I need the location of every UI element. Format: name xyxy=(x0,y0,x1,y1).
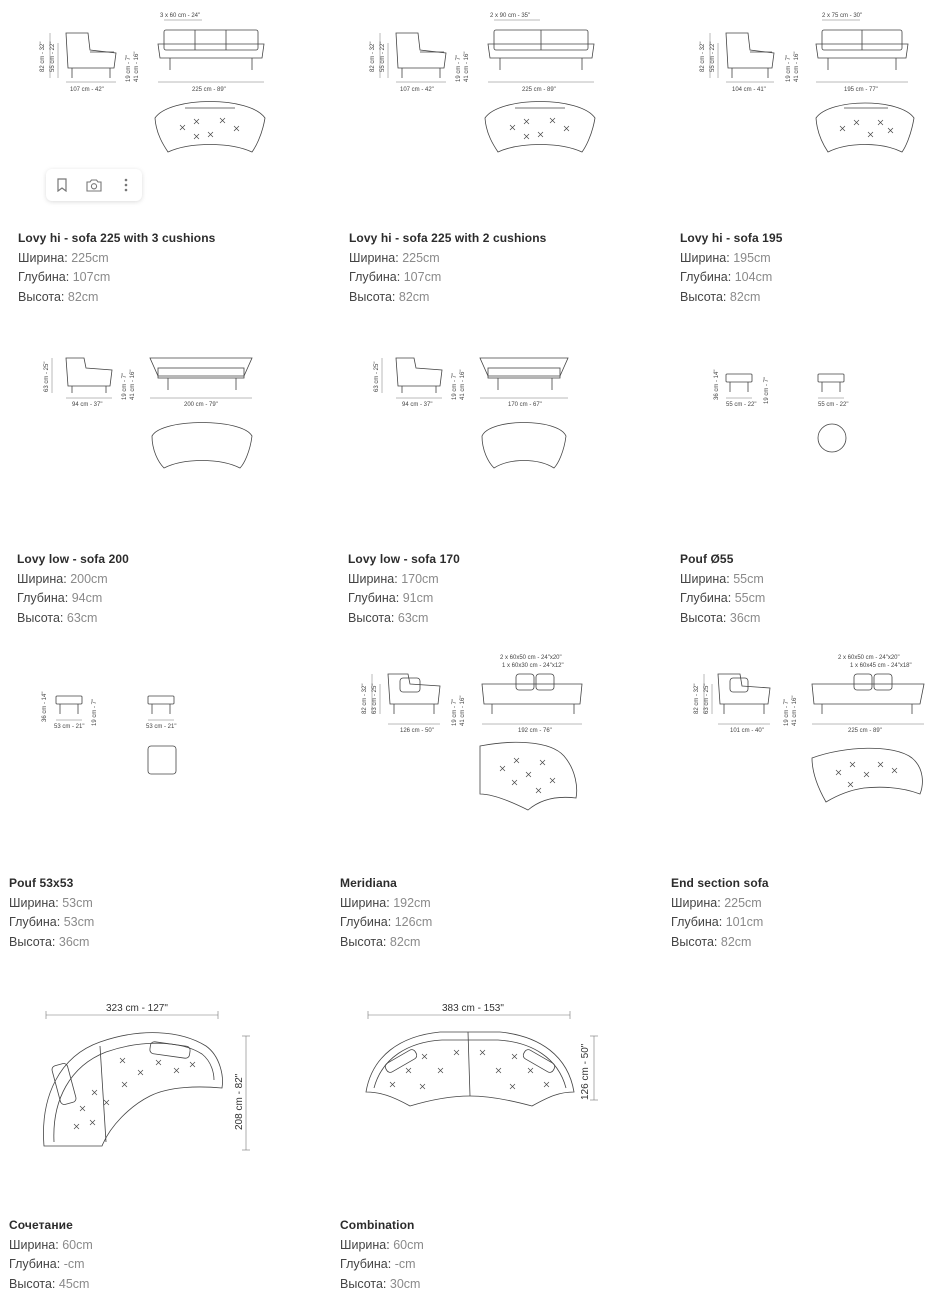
height-row: Высота: 45cm xyxy=(9,1276,90,1291)
svg-text:19 cm - 7": 19 cm - 7" xyxy=(786,54,792,82)
item-name[interactable]: Lovy low - sofa 200 xyxy=(17,552,129,566)
height-row: Высота: 82cm xyxy=(18,289,99,304)
svg-text:192 cm - 76": 192 cm - 76" xyxy=(518,728,552,734)
item-caption xyxy=(340,1216,424,1294)
svg-text:19 cm - 7": 19 cm - 7" xyxy=(784,698,790,726)
svg-text:55 cm - 22": 55 cm - 22" xyxy=(380,41,386,72)
width-row: Ширина: 60cm xyxy=(9,1237,93,1252)
svg-text:63 cm - 25": 63 cm - 25" xyxy=(374,361,380,392)
svg-text:55 cm - 22": 55 cm - 22" xyxy=(710,41,716,72)
svg-text:19 cm - 7": 19 cm - 7" xyxy=(122,372,128,400)
svg-text:94 cm - 37": 94 cm - 37" xyxy=(402,402,433,408)
drawing-combination-ru xyxy=(30,996,270,1166)
svg-text:55 cm - 22": 55 cm - 22" xyxy=(818,402,849,408)
svg-text:383 cm - 153": 383 cm - 153" xyxy=(442,1003,504,1014)
bookmark-icon[interactable] xyxy=(51,174,73,196)
svg-text:53 cm - 21": 53 cm - 21" xyxy=(54,724,85,730)
item-caption xyxy=(9,1216,93,1294)
svg-text:200 cm - 79": 200 cm - 79" xyxy=(184,402,218,408)
svg-text:101 cm - 40": 101 cm - 40" xyxy=(730,728,764,734)
item-caption xyxy=(680,550,765,628)
svg-text:2 x 60x50 cm - 24"x20": 2 x 60x50 cm - 24"x20" xyxy=(500,655,562,661)
width-row: Ширина: 192cm xyxy=(340,895,431,910)
item-caption xyxy=(348,550,460,628)
svg-text:63 cm - 25": 63 cm - 25" xyxy=(704,683,710,714)
depth-row: Глубина: 101cm xyxy=(671,915,764,929)
depth-row: Глубина: -cm xyxy=(9,1257,85,1271)
svg-text:104 cm - 41": 104 cm - 41" xyxy=(732,87,766,93)
svg-text:41 cm - 16": 41 cm - 16" xyxy=(792,695,798,726)
svg-text:82 cm - 32": 82 cm - 32" xyxy=(370,41,376,72)
height-row: Высота: 36cm xyxy=(9,934,90,949)
depth-row: Глубина: 107cm xyxy=(349,270,442,284)
item-name[interactable]: Lovy hi - sofa 225 with 2 cushions xyxy=(349,231,547,245)
svg-text:225 cm - 89": 225 cm - 89" xyxy=(848,728,882,734)
item-caption xyxy=(9,874,94,952)
width-row: Ширина: 55cm xyxy=(680,571,764,586)
svg-text:55 cm - 22": 55 cm - 22" xyxy=(50,41,56,72)
item-caption xyxy=(680,229,783,307)
drawing-pouf-53 xyxy=(30,682,200,782)
svg-text:36 cm - 14": 36 cm - 14" xyxy=(42,691,48,722)
depth-row: Глубина: 91cm xyxy=(348,591,434,605)
svg-text:126 cm - 50": 126 cm - 50" xyxy=(580,1043,591,1100)
drawing-combination xyxy=(360,996,610,1126)
depth-row: Глубина: 55cm xyxy=(680,591,766,605)
svg-text:82 cm - 32": 82 cm - 32" xyxy=(694,683,700,714)
svg-text:63 cm - 25": 63 cm - 25" xyxy=(372,683,378,714)
svg-text:94 cm - 37": 94 cm - 37" xyxy=(72,402,103,408)
height-row: Высота: 82cm xyxy=(349,289,430,304)
width-row: Ширина: 53cm xyxy=(9,895,93,910)
svg-text:225 cm - 89": 225 cm - 89" xyxy=(192,87,226,93)
drawing-end-section-sofa xyxy=(684,648,930,818)
item-name[interactable]: Lovy hi - sofa 225 with 3 cushions xyxy=(18,231,216,245)
svg-text:323 cm - 127": 323 cm - 127" xyxy=(106,1003,168,1014)
drawing-lovy-low-170 xyxy=(360,348,580,478)
svg-text:126 cm - 50": 126 cm - 50" xyxy=(400,728,434,734)
svg-text:1 x 60x45 cm - 24"x18": 1 x 60x45 cm - 24"x18" xyxy=(850,663,912,669)
height-row: Высота: 82cm xyxy=(340,934,421,949)
item-name[interactable]: End section sofa xyxy=(671,876,769,890)
svg-text:41 cm - 16": 41 cm - 16" xyxy=(794,51,800,82)
svg-text:82 cm - 32": 82 cm - 32" xyxy=(40,41,46,72)
drawing-lovy-hi-225-3 xyxy=(30,8,280,168)
width-row: Ширина: 170cm xyxy=(348,571,439,586)
svg-text:107 cm - 42": 107 cm - 42" xyxy=(70,87,104,93)
height-row: Высота: 36cm xyxy=(680,610,761,625)
item-name[interactable]: Lovy low - sofa 170 xyxy=(348,552,460,566)
item-caption xyxy=(17,550,129,628)
width-row: Ширина: 200cm xyxy=(17,571,108,586)
svg-text:225 cm - 89": 225 cm - 89" xyxy=(522,87,556,93)
svg-text:1 x 60x30 cm - 24"x12": 1 x 60x30 cm - 24"x12" xyxy=(502,663,564,669)
height-row: Высота: 30cm xyxy=(340,1276,421,1291)
svg-text:19 cm - 7": 19 cm - 7" xyxy=(452,698,458,726)
svg-text:2 x 75 cm - 30": 2 x 75 cm - 30" xyxy=(822,13,863,19)
drawing-meridiana xyxy=(350,648,600,818)
svg-text:41 cm - 16": 41 cm - 16" xyxy=(134,51,140,82)
depth-row: Глубина: 104cm xyxy=(680,270,773,284)
svg-text:19 cm - 7": 19 cm - 7" xyxy=(764,376,770,404)
item-name[interactable]: Сочетание xyxy=(9,1218,73,1232)
height-row: Высота: 63cm xyxy=(17,610,98,625)
svg-text:107 cm - 42": 107 cm - 42" xyxy=(400,87,434,93)
svg-text:82 cm - 32": 82 cm - 32" xyxy=(700,41,706,72)
width-row: Ширина: 225cm xyxy=(349,250,440,265)
svg-text:195 cm - 77": 195 cm - 77" xyxy=(844,87,878,93)
svg-text:82 cm - 32": 82 cm - 32" xyxy=(362,683,368,714)
svg-text:36 cm - 14": 36 cm - 14" xyxy=(714,369,720,400)
item-name[interactable]: Pouf Ø55 xyxy=(680,552,734,566)
depth-row: Глубина: 53cm xyxy=(9,915,95,929)
item-caption xyxy=(340,874,432,952)
svg-text:41 cm - 16": 41 cm - 16" xyxy=(464,51,470,82)
drawing-lovy-hi-195 xyxy=(692,8,922,168)
svg-text:19 cm - 7": 19 cm - 7" xyxy=(456,54,462,82)
svg-text:41 cm - 16": 41 cm - 16" xyxy=(460,695,466,726)
item-name[interactable]: Meridiana xyxy=(340,876,397,890)
item-caption xyxy=(18,229,215,307)
depth-row: Глубина: 107cm xyxy=(18,270,111,284)
width-row: Ширина: 195cm xyxy=(680,250,771,265)
item-name[interactable]: Lovy hi - sofa 195 xyxy=(680,231,783,245)
svg-text:55 cm - 22": 55 cm - 22" xyxy=(726,402,757,408)
svg-text:19 cm - 7": 19 cm - 7" xyxy=(126,54,132,82)
depth-row: Глубина: 94cm xyxy=(17,591,103,605)
svg-text:19 cm - 7": 19 cm - 7" xyxy=(92,698,98,726)
height-row: Высота: 82cm xyxy=(671,934,752,949)
width-row: Ширина: 225cm xyxy=(18,250,109,265)
item-name[interactable]: Combination xyxy=(340,1218,415,1232)
item-caption xyxy=(671,874,769,952)
svg-text:53 cm - 21": 53 cm - 21" xyxy=(146,724,177,730)
svg-text:3 x 60 cm - 24": 3 x 60 cm - 24" xyxy=(160,13,201,19)
svg-text:19 cm - 7": 19 cm - 7" xyxy=(452,372,458,400)
drawing-lovy-low-200 xyxy=(30,348,270,478)
more-vertical-icon[interactable] xyxy=(115,174,137,196)
svg-text:63 cm - 25": 63 cm - 25" xyxy=(44,361,50,392)
svg-text:208 cm - 82": 208 cm - 82" xyxy=(234,1073,245,1130)
drawing-pouf-55 xyxy=(700,360,880,460)
svg-text:2 x 60x50 cm - 24"x20": 2 x 60x50 cm - 24"x20" xyxy=(838,655,900,661)
svg-text:41 cm - 16": 41 cm - 16" xyxy=(460,369,466,400)
item-caption xyxy=(349,229,546,307)
depth-row: Глубина: -cm xyxy=(340,1257,416,1271)
width-row: Ширина: 225cm xyxy=(671,895,762,910)
image-toolbar xyxy=(46,169,142,201)
svg-text:170 cm - 67": 170 cm - 67" xyxy=(508,402,542,408)
height-row: Высота: 82cm xyxy=(680,289,761,304)
camera-icon[interactable] xyxy=(83,174,105,196)
height-row: Высота: 63cm xyxy=(348,610,429,625)
width-row: Ширина: 60cm xyxy=(340,1237,424,1252)
depth-row: Глубина: 126cm xyxy=(340,915,433,929)
item-name[interactable]: Pouf 53x53 xyxy=(9,876,74,890)
svg-text:2 x 90 cm - 35": 2 x 90 cm - 35" xyxy=(490,13,531,19)
svg-text:41 cm - 16": 41 cm - 16" xyxy=(130,369,136,400)
drawing-lovy-hi-225-2 xyxy=(360,8,610,168)
